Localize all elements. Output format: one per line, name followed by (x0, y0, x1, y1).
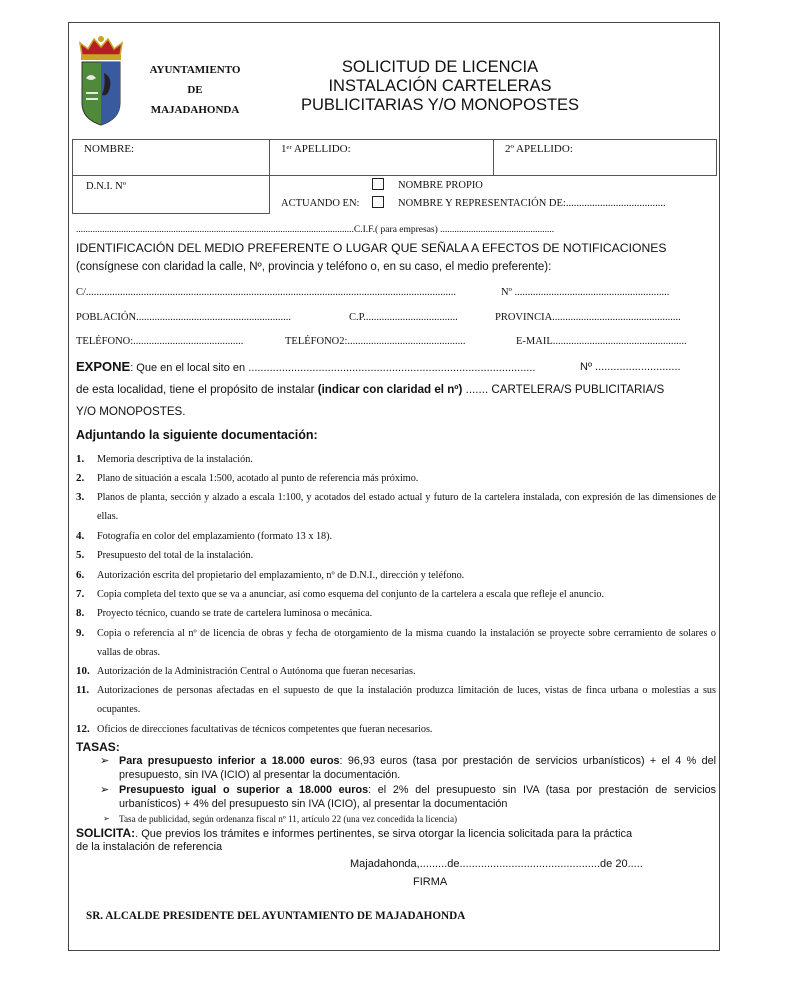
expone-numero-field[interactable]: Nº ............................ (580, 361, 681, 373)
title-line-3: PUBLICITARIAS Y/O MONOPOSTES (300, 96, 580, 114)
expone-label: EXPONE (76, 359, 131, 374)
expone-carteleras: ....... CARTELERA/S PUBLICITARIA/S (462, 383, 665, 396)
doc-item-text: Autorización escrita del propietario del emplazamiento, nº de D.N.I., dirección y teléfono. (97, 570, 465, 581)
apellido1-field[interactable]: 1ᵉʳ APELLIDO: (281, 143, 351, 155)
coat-of-arms-icon (76, 33, 126, 129)
destinatario: SR. ALCALDE PRESIDENTE DEL AYUNTAMIENTO DE MAJADAHONDA (86, 910, 466, 922)
doc-item-number: 9. (76, 627, 85, 639)
expone-line-2 (76, 383, 664, 396)
provincia-field[interactable]: PROVINCIA................................................. (495, 312, 681, 323)
doc-item-number: 12. (76, 723, 90, 735)
doc-item-text: Proyecto técnico, cuando se trate de cartelera luminosa o mecánica. (97, 608, 373, 619)
solicita-line-2: de la instalación de referencia (76, 841, 223, 853)
doc-item-number: 11. (76, 684, 90, 696)
nombre-propio-checkbox[interactable] (372, 178, 384, 190)
poblacion-field[interactable]: POBLACIÓN........................................................... (76, 312, 291, 323)
doc-item-number: 1. (76, 453, 85, 465)
doc-item-text: Presupuesto del total de la instalación. (97, 550, 254, 561)
municipality-line-1: AYUNTAMIENTO (149, 64, 241, 76)
expone-line-1 (76, 359, 535, 374)
tasa-item-2 (100, 783, 716, 811)
numero-field[interactable]: Nº ........................................................... (501, 287, 670, 298)
doc-item-number: 8. (76, 607, 85, 619)
doc-item-text: Fotografía en color del emplazamiento (formato 13 x 18). (97, 531, 333, 542)
notificaciones-heading: IDENTIFICACIÓN DEL MEDIO PREFERENTE O LUGAR QUE SEÑALA A EFECTOS DE NOTIFICACIONES (76, 241, 667, 255)
arrow-bullet-icon: ➢ (100, 755, 110, 767)
calle-field[interactable]: C/............................................................................................................................................. (76, 287, 457, 298)
doc-item-number: 3. (76, 491, 85, 503)
municipality-line-3: MAJADAHONDA (150, 104, 240, 116)
tasa-2-text: : el 2% del presupuesto sin IVA (tasa por prestación de servicios urbanísticos) + 4% del presupuesto sin IVA (ICIO), al presentar la documentación (119, 784, 716, 810)
tasa-item-1 (100, 754, 716, 782)
doc-item-number: 7. (76, 588, 85, 600)
representacion-checkbox[interactable] (372, 196, 384, 208)
doc-item-text: Oficios de direcciones facultativas de técnicos competentes que fueran necesarios. (97, 724, 433, 735)
solicita-label: SOLICITA: (76, 826, 136, 840)
arrow-bullet-icon: ➢ (100, 784, 110, 796)
expone-line-3: Y/O MONOPOSTES. (76, 405, 186, 418)
title-line-2: INSTALACIÓN CARTELERAS (328, 77, 552, 95)
fecha-field[interactable]: Majadahonda,.........de..............................................de 20..... (350, 858, 643, 870)
tasas-label: TASAS: (76, 740, 120, 754)
expone-indicar: (indicar con claridad el nº) (317, 383, 463, 396)
doc-item-number: 6. (76, 569, 85, 581)
doc-item-number: 5. (76, 549, 85, 561)
documentacion-heading: Adjuntando la siguiente documentación: (76, 428, 318, 442)
apellido2-field[interactable]: 2º APELLIDO: (505, 143, 573, 155)
doc-item-text: Copia o referencia al nº de licencia de obras y fecha de otorgamiento de la misma cuando la instalación se proyecte sobre cerramiento de solares o vallas de obras. (97, 628, 716, 658)
solicita-line-1 (76, 826, 632, 840)
tasa-1-bold: Para presupuesto inferior a 18.000 euros (119, 755, 340, 767)
doc-item-number: 4. (76, 530, 85, 542)
name-row (72, 139, 717, 176)
doc-item-text: Plano de situación a escala 1:500, acotado al punto de referencia más próximo. (97, 473, 419, 484)
divider (493, 139, 494, 176)
expone-text: de esta localidad, tiene el propósito de instalar (76, 383, 318, 396)
dni-field[interactable]: D.N.I. Nº (86, 181, 127, 192)
tasa-1-text: : 96,93 euros (tasa por prestación de servicios urbanísticos) + el 4 % del presupuesto, sin IVA (ICIO) al presentar la documentación. (119, 755, 716, 781)
arrow-bullet-icon: ➢ (103, 814, 110, 823)
doc-item-text: Copia completa del texto que se va a anunciar, así como esquema del conjunto de la cartelera a escala que refleje el anuncio. (97, 589, 605, 600)
title-line-1: SOLICITUD DE LICENCIA (341, 58, 539, 76)
cp-field[interactable]: C.P.................................... (349, 312, 458, 323)
municipality-name (135, 60, 255, 120)
doc-item-text: Planos de planta, sección y alzado a escala 1:100, y acotados del estado actual y futuro de la cartelera instalada, con expresión de las dimensiones de ellas. (97, 492, 716, 522)
nombre-field[interactable]: NOMBRE: (84, 143, 135, 155)
telefono-field[interactable]: TELÉFONO:.......................................... (76, 336, 244, 347)
solicita-text: . Que previos los trámites e informes pertinentes, se sirva otorgar la licencia solicitada para la práctica (135, 828, 633, 840)
nombre-propio-label: NOMBRE PROPIO (398, 180, 483, 191)
notificaciones-subheading: (consígnese con claridad la calle, Nº, provincia y teléfono o, en su caso, el medio preferente): (76, 261, 552, 273)
email-field[interactable]: E-MAIL................................................... (516, 336, 687, 347)
local-field[interactable]: : Que en el local sito en .............................................................................................. (130, 362, 536, 374)
cif-field[interactable]: .....................................................................................................................C.I.F.( para empresas) ................................................ (76, 225, 555, 235)
doc-item-text: Autorizaciones de personas afectadas en el supuesto de que la instalación produzca limitación de luces, vistas de finca urbana o molestias a sus ocupantes. (97, 685, 716, 715)
tasa-3-text: Tasa de publicidad, según ordenanza fiscal nº 11, artículo 22 (una vez concedida la licencia) (119, 814, 458, 824)
telefono2-field[interactable]: TELÉFONO2:............................................. (285, 336, 466, 347)
doc-item-text: Autorización de la Administración Central o Autónoma que fueran necesarias. (97, 666, 416, 677)
representacion-field[interactable]: NOMBRE Y REPRESENTACIÓN DE:...................................... (398, 198, 666, 209)
tasa-item-3 (100, 812, 716, 824)
actuando-label: ACTUANDO EN: (281, 198, 360, 209)
doc-item-text: Memoria descriptiva de la instalación. (97, 454, 253, 465)
municipality-line-2: DE (187, 84, 203, 96)
firma-label: FIRMA (413, 876, 448, 888)
doc-item-number: 10. (76, 665, 90, 677)
doc-item-number: 2. (76, 472, 85, 484)
form-title (270, 58, 610, 115)
tasa-2-bold: Presupuesto igual o superior a 18.000 euros (119, 784, 369, 796)
